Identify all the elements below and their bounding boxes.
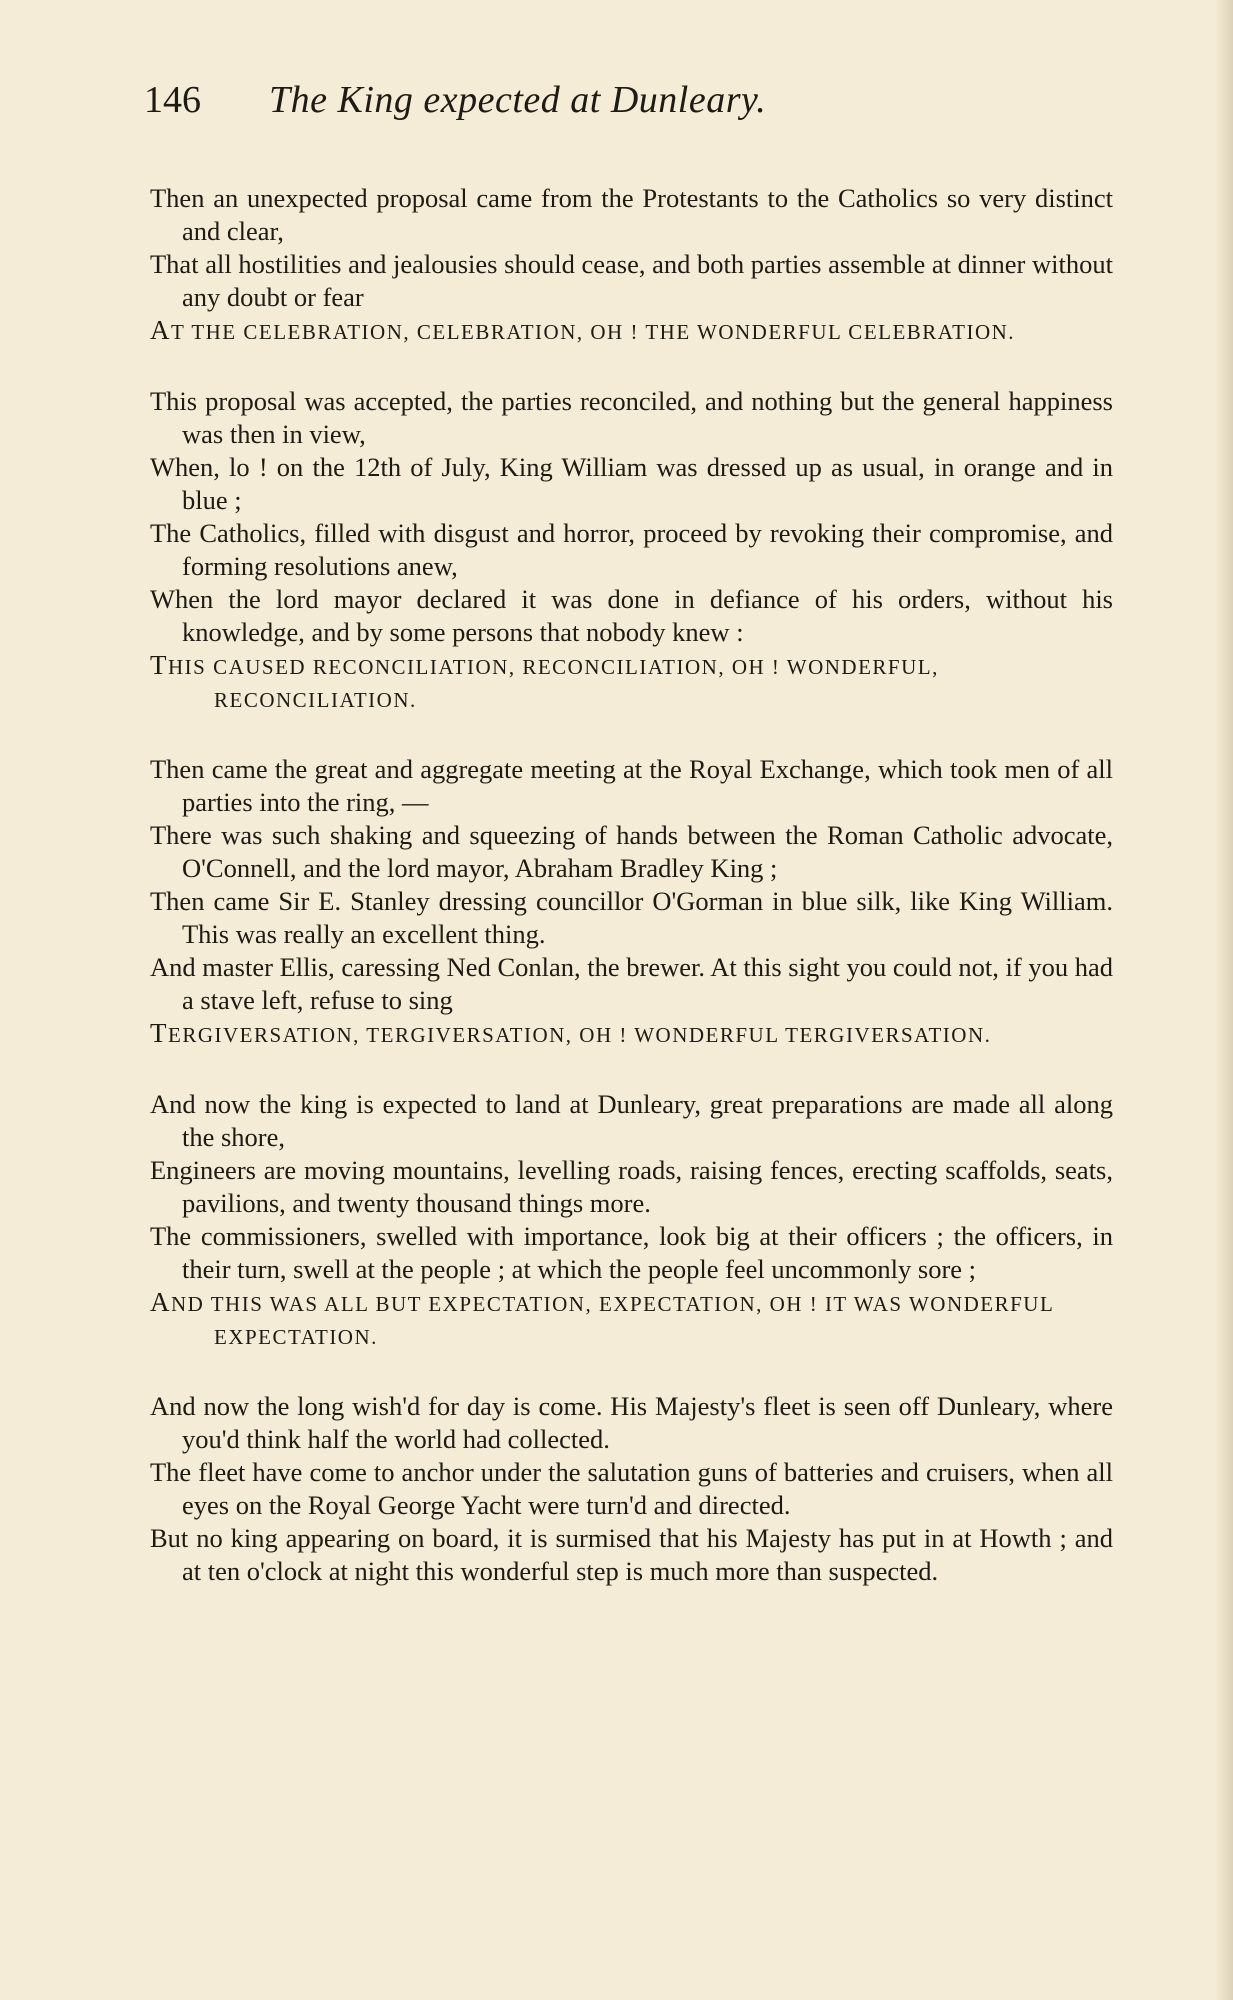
verse-line: Then came Sir E. Stanley dressing councillor O'Gorman in blue silk, like King William. This was really an excellent thing. — [150, 886, 1113, 949]
stanza-2 — [150, 385, 1113, 717]
verse-line: Then an unexpected proposal came from the Protestants to the Catholics so very distinct and clear, — [150, 183, 1113, 246]
verse-line: This proposal was accepted, the parties reconciled, and nothing but the general happiness was then in view, — [150, 386, 1113, 449]
stanza-5 — [150, 1390, 1113, 1588]
page-number: 146 — [144, 79, 201, 121]
verse-line: When, lo ! on the 12th of July, King William was dressed up as usual, in orange and in blue ; — [150, 452, 1113, 515]
running-head — [144, 78, 1113, 138]
refrain-line: AND THIS WAS ALL BUT EXPECTATION, EXPECTATION, OH ! IT WAS WONDERFUL EXPECTATION. — [150, 1287, 1054, 1349]
stanza-3 — [150, 753, 1113, 1052]
verse-line: And now the long wish'd for day is come. His Majesty's fleet is seen off Dunleary, where you'd think half the world had collected. — [150, 1391, 1113, 1454]
poem-body — [150, 182, 1113, 1588]
verse-line: The fleet have come to anchor under the salutation guns of batteries and cruisers, when all eyes on the Royal George Yacht were turn'd and directed. — [150, 1457, 1113, 1520]
verse-line: The commissioners, swelled with importance, look big at their officers ; the officers, in their turn, swell at the people ; at which the people feel uncommonly sore ; — [150, 1221, 1113, 1284]
verse-line: But no king appearing on board, it is surmised that his Majesty has put in at Howth ; and at ten o'clock at night this wonderful step is much more than suspected. — [150, 1523, 1113, 1586]
stanza-1 — [150, 182, 1113, 349]
refrain-line: TERGIVERSATION, TERGIVERSATION, OH ! WONDERFUL TERGIVERSATION. — [150, 1018, 992, 1048]
verse-line: And now the king is expected to land at Dunleary, great preparations are made all along the shore, — [150, 1089, 1113, 1152]
verse-line: There was such shaking and squeezing of hands between the Roman Catholic advocate, O'Connell, and the lord mayor, Abraham Bradley King ; — [150, 820, 1113, 883]
verse-line: And master Ellis, caressing Ned Conlan, the brewer. At this sight you could not, if you had a stave left, refuse to sing — [150, 952, 1113, 1015]
refrain-line: THIS CAUSED RECONCILIATION, RECONCILIATION, OH ! WONDERFUL, RECONCILIATION. — [150, 650, 939, 712]
stanza-4 — [150, 1088, 1113, 1354]
page-edge-shadow — [1215, 0, 1233, 2000]
verse-line: When the lord mayor declared it was done in defiance of his orders, without his knowledge, and by some persons that nobody knew : — [150, 584, 1113, 647]
verse-line: That all hostilities and jealousies should cease, and both parties assemble at dinner without any doubt or fear — [150, 249, 1113, 312]
verse-line: Then came the great and aggregate meeting at the Royal Exchange, which took men of all parties into the ring, — — [150, 754, 1113, 817]
refrain-line: AT THE CELEBRATION, CELEBRATION, OH ! THE WONDERFUL CELEBRATION. — [150, 315, 1016, 345]
running-title: The King expected at Dunleary. — [269, 79, 767, 121]
verse-line: The Catholics, filled with disgust and horror, proceed by revoking their compromise, and forming resolutions anew, — [150, 518, 1113, 581]
verse-line: Engineers are moving mountains, levelling roads, raising fences, erecting scaffolds, seats, pavilions, and twenty thousand things more. — [150, 1155, 1113, 1218]
